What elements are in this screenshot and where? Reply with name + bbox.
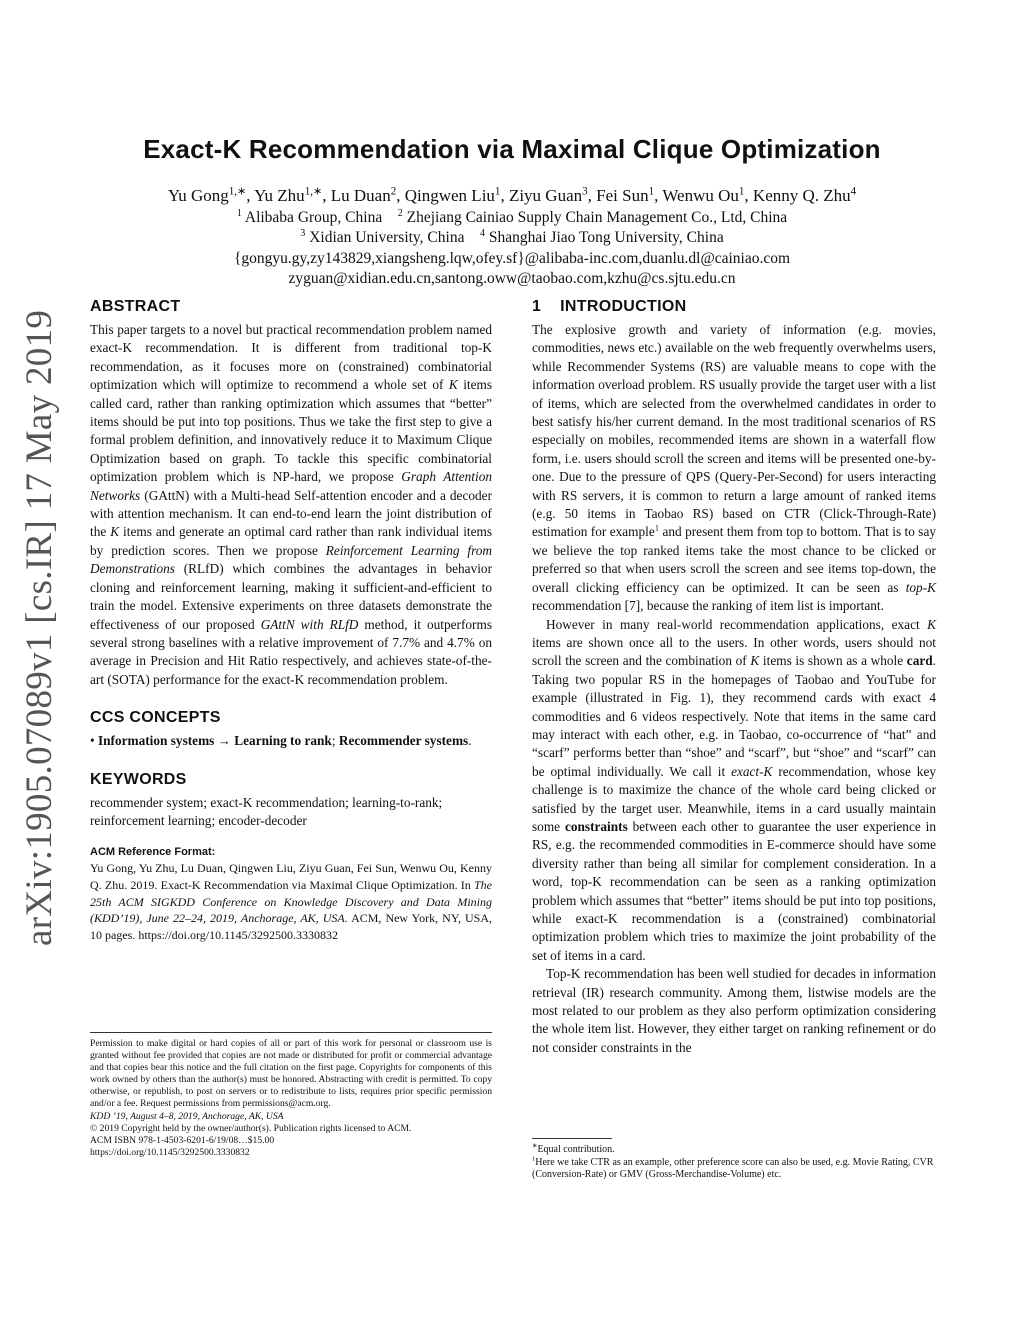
acm-reference-heading: ACM Reference Format: [90,846,216,859]
arxiv-identifier: arXiv:1905.07089v1 [cs.IR] 17 May 2019 [19,309,60,946]
intro-paragraph: Top-K recommendation has been well studied for decades in information retrieval (IR) research community. Among them, listwise models are the most related to our problem as they also perform optimization considering the whole item list. However, they either target on ranking refinement or do not consider constraints in the [532,966,936,1055]
ccs-concepts: • Information systems → Learning to rank; Recommender systems. [90,733,472,749]
abstract-heading: ABSTRACT [90,298,181,315]
ccs-heading: CCS CONCEPTS [90,709,221,727]
footnote: ∗Equal contribution. [532,1142,615,1155]
footnotes [532,1144,936,1182]
paper-title: Exact-K Recommendation via Maximal Clique Optimization [143,134,881,164]
acm-reference-text: Yu Gong, Yu Zhu, Lu Duan, Qingwen Liu, Ziyu Guan, Fei Sun, Wenwu Ou, Kenny Q. Zhu. 2019. Exact-K Recommendation via Maximal Clique Optimization. In The 25th ACM SIGKDD Conference on Knowledge Discovery and Data Mining (KDD’19), June 22–24, 2019, Anchorage, AK, USA. ACM, New York, NY, USA, 10 pages. https://doi.org/10.1145/3292500.3330832 [90,861,492,942]
permission-block [90,1038,492,1159]
author-list: Yu Gong$^{1,∗}$, Yu Zhu$^{1,∗}$, Lu Duan$^2$, Qingwen Liu$^1$, Ziyu Guan$^3$, Fei Sun$^1$, Wenwu Ou$^1$, Kenny Q. Zhu$^4$ [167,185,857,205]
footnote-divider [532,1138,612,1139]
author: Qingwen Liu$^1$ [404,185,501,205]
permission-text: Permission to make digital or hard copies of all or part of this work for personal or classroom use is granted without fee provided that copies are not made or distributed for profit or commercial advantage and that copies bear this notice and the full citation on the first page. Copyrights for components of this work owned by others than the author(s) must be honored. Abstracting with credit is permitted. To copy otherwise, or republish, to post on servers or to redistribute to lists, requires prior specific permission and/or a fee. Request permissions from permissions@acm.org. [90,1038,492,1110]
left-column [90,298,492,943]
introduction-heading: 1 INTRODUCTION [532,298,687,315]
author-emails: zyguan@xidian.edu.cn,santong.oww@taobao.com,kzhu@cs.sjtu.edu.cn [288,270,736,287]
isbn-line: ACM ISBN 978-1-4503-6201-6/19/08…$15.00 [90,1134,275,1146]
permission-divider [90,1032,492,1033]
author: Ziyu Guan$^3$ [508,185,588,205]
keywords-heading: KEYWORDS [90,770,187,788]
author: Yu Gong$^{1,∗}$ [167,185,247,205]
footnote-marker[interactable]: 1 [654,523,660,534]
doi-link[interactable]: https://doi.org/10.1145/3292500.3330832 [90,1146,250,1158]
author: Lu Duan$^2$ [330,185,397,205]
author: Kenny Q. Zhu$^4$ [752,185,857,205]
keywords-text: recommender system; exact-K recommendation; learning-to-rank; reinforcement learning; encoder-decoder [90,794,443,828]
conference-line: KDD ’19, August 4–8, 2019, Anchorage, AK, USA [90,1110,284,1122]
affiliation-line: $^1$ Alibaba Group, China $^2$ Zhejiang Cainiao Supply Chain Management Co., Ltd, China [236,207,788,226]
author: Yu Zhu$^{1,∗}$ [254,185,323,205]
right-column [532,298,936,1057]
footnote: $^1$Here we take CTR as an example, other preference score can also be used, e.g. Movie Rating, CVR (Conversion-Rate) or GMV (Gross-Merchandise-Volume) etc. [532,1155,934,1181]
copyright-line: © 2019 Copyright held by the owner/author(s). Publication rights licensed to ACM. [90,1122,412,1134]
author: Fei Sun$^1$ [596,185,655,205]
intro-paragraph: However in many real-world recommendation applications, exact K items are shown once all to the users. In other words, users should not scroll the screen and the combination of K items is shown as a whole card. Taking two popular RS in the homepages of Taobao and YouTube for example (illustrated in Fig. 1), they recommend cards with exact 4 commodities and 6 videos respectively. Note that items in the same card may interact with each other, e.g. in Taobao, co-occurrence of “hat” and “scarf” performs better than “shoe” and “scarf”, but “shoe” and “scarf” can be optimal individually. We call it exact-K recommendation, whose key challenge is to maximize the chance of the whole card being clicked or satisfied by the target user. Meanwhile, items in a card usually maintain some constraints between each other to guarantee the user experience in RS, e.g. the recommended commodities in E-commerce should have some diversity rather than being all similar for complement consideration. In a word, top-K recommendation can be seen as a ranking optimization problem which assumes that “better” items should be put into top positions, while exact-K recommendation is a (constrained) combinatorial optimization problem which tries to maximize the joint probability of the set of items in a card. [532,616,936,963]
author-emails: {gongyu.gy,zy143829,xiangsheng.lqw,ofey.sf}@alibaba-inc.com,duanlu.dl@cainiao.com [233,250,791,267]
author: Wenwu Ou$^1$ [662,185,745,205]
acm-reference [90,846,492,943]
intro-paragraph: The explosive growth and variety of information (e.g. movies, commodities, news etc.) available on the web frequently overwhelms users, while Recommender Systems (RS) are valuable means to cope with the information overload problem. RS usually provide the target user with a list of items, which are selected from the overwhelmed candidates in order to best satisfy his/her current demand. In the most traditional scenarios of RS especially on mobiles, recommended items are shown in a waterfall flow form, i.e. users should scroll the screen and items will be presented one-by-one. Due to the pressure of QPS (Query-Per-Second) for users interacting with RS servers, it is common to return a large amount of ranked items (e.g. 50 items in Taobao RS) based on CTR (Click-Through-Rate) estimation for example$^1$ and present them from top to bottom. That is to say we believe the top ranked items take the most chance to be clicked or preferred so that when users scroll the screen and see items top-down, the overall clicking efficiency can be optimized. It can be seen as top-K recommendation [7], because the ranking of item list is important. [532,322,936,614]
abstract-text: This paper targets to a novel but practical recommendation problem named exact-K recommendation. It is different from traditional top-K recommendation, as it focuses more on (constrained) combinatorial optimization which will optimize to recommend a whole set of K items called card, rather than ranking optimization which assumes that “better” items should be put into top positions. Thus we take the first step to give a formal problem definition, and innovatively reduce it to Maximum Clique Optimization based on graph. To tackle this specific combinatorial optimization problem which is NP-hard, we propose Graph Attention Networks (GAttN) with a Multi-head Self-attention encoder and a decoder with attention mechanism. It can end-to-end learn the joint distribution of the K items and generate an optimal card rather than rank individual items by prediction scores. Then we propose Reinforcement Learning from Demonstrations (RLfD) which combines the advantages in behavior cloning and reinforcement learning, making it sufficient-and-efficient to train the model. Extensive experiments on three datasets demonstrate the effectiveness of our proposed GAttN with RLfD method, it outperforms several strong baselines with a relative improvement of 7.7% and 4.7% on average in Precision and Hit Ratio respectively, and achieves state-of-the-art (SOTA) performance for the exact-K recommendation problem. [90,322,493,687]
affiliation-line: $^3$ Xidian University, China $^4$ Shanghai Jiao Tong University, China [300,227,724,246]
